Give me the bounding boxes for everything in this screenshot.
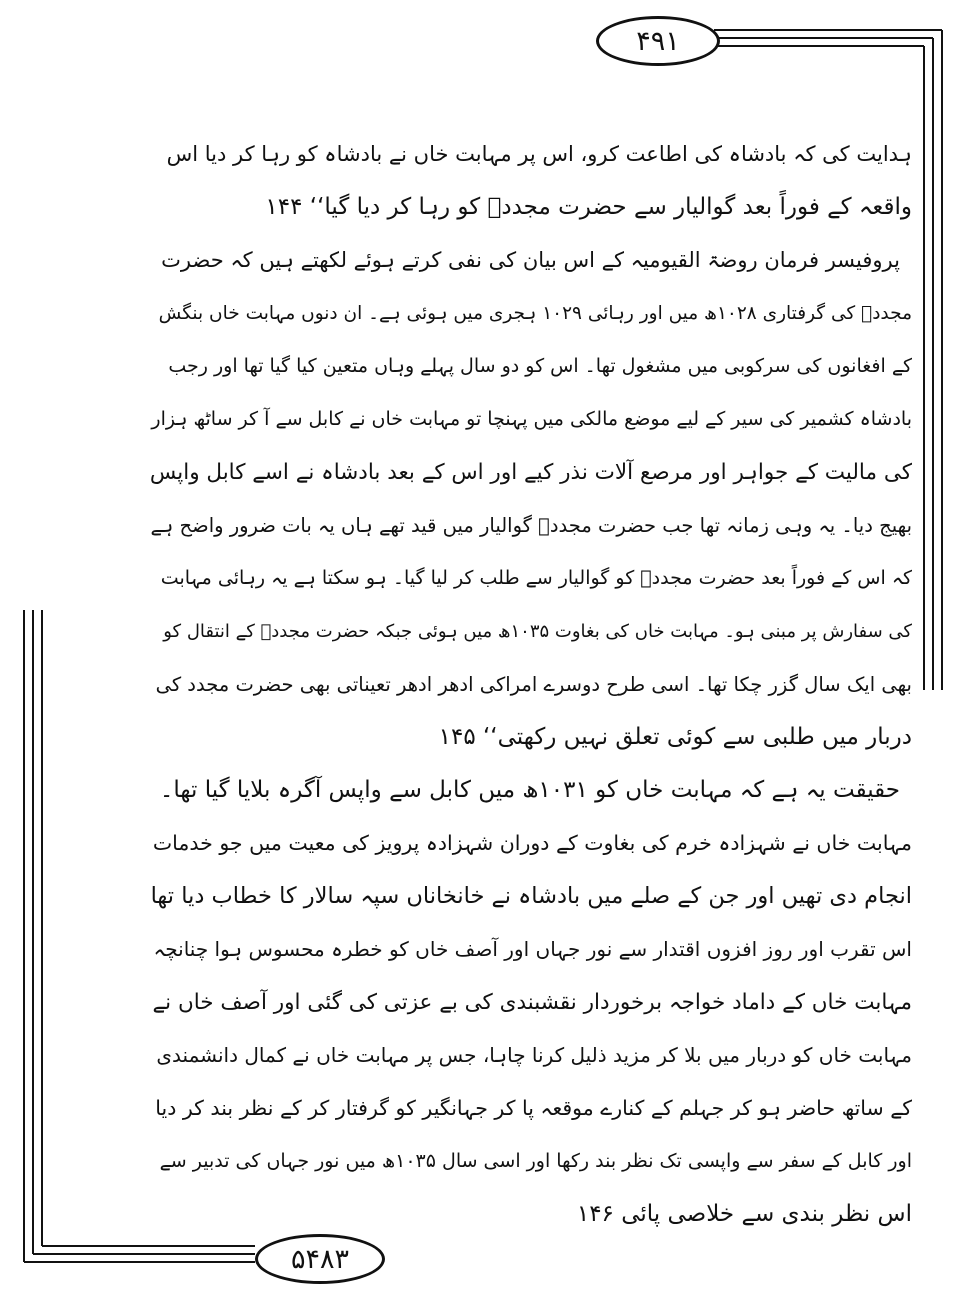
text-line: مہابت خاں نے شہزادہ خرم کی بغاوت کے دوران شہزادہ پرویز کی معیت میں جو خدمات xyxy=(152,831,912,855)
text-line: کہ اس کے فوراً بعد حضرت مجددؒ کو گوالیار سے طلب کر لیا گیا۔ ہو سکتا ہے یہ رہائی مہابت xyxy=(160,567,912,589)
main-text xyxy=(150,128,912,1241)
text-line: واقعہ کے فوراً بعد گوالیار سے حضرت مجددؒ کو رہا کر دیا گیا‘‘ ۱۴۴ xyxy=(265,194,912,220)
bottom-page-number: ۵۴۸۳ xyxy=(255,1234,385,1284)
text-line: کے ساتھ حاضر ہو کر جہلم کے کنارے موقعہ پا کر جہانگیر کو گرفتار کر کے نظر بند کر دیا xyxy=(155,1096,912,1120)
text-line: بادشاہ کشمیر کی سیر کے لیے موضع مالکی میں پہنچا تو مہابت خاں نے کابل سے آ کر ساٹھ ہزار xyxy=(151,408,912,430)
text-line: کے افغانوں کی سرکوبی میں مشغول تھا۔ اس کو دو سال پہلے وہاں متعین کیا گیا تھا اور رجب xyxy=(168,355,912,377)
text-line: بھیج دیا۔ یہ وہی زمانہ تھا جب حضرت مجددؒ گوالیار میں قید تھے ہاں یہ بات ضرور واضح ہے xyxy=(150,514,912,537)
text-line: کی سفارش پر مبنی ہو۔ مہابت خاں کی بغاوت ۱۰۳۵ھ میں ہوئی جبکہ حضرت مجددؒ کے انتقال کو xyxy=(163,621,912,642)
text-line: دربار میں طلبی سے کوئی تعلق نہیں رکھتی‘‘ ۱۴۵ xyxy=(438,724,912,750)
text-line: اس نظر بندی سے خلاصی پائی ۱۴۶ xyxy=(576,1201,912,1227)
text-line: بھی ایک سال گزر چکا تھا۔ اسی طرح دوسرے امراکی ادھر ادھر تعیناتی بھی حضرت مجدد کی xyxy=(155,673,912,696)
text-line: پروفیسر فرمان روضۃ القیومیہ کے اس بیان کی نفی کرتے ہوئے لکھتے ہیں کہ حضرت xyxy=(161,248,900,272)
text-line: حقیقت یہ ہے کہ مہابت خاں کو ۱۰۳۱ھ میں کابل سے واپس آگرہ بلایا گیا تھا۔ xyxy=(159,777,900,803)
text-line: انجام دی تھیں اور جن کے صلے میں بادشاہ نے خانخاناں سپہ سالار کا خطاب دیا تھا xyxy=(150,883,912,909)
text-line: مجددؒ کی گرفتاری ۱۰۲۸ھ میں اور رہائی ۱۰۲۹ ہجری میں ہوئی ہے۔ ان دنوں مہابت خاں بنگش xyxy=(158,303,912,324)
text-line: کی مالیت کے جواہر اور مرصع آلات نذر کیے اور اس کے بعد بادشاہ نے اسے کابل واپس xyxy=(150,460,912,485)
text-line: مہابت خاں کے داماد خواجہ برخوردار نقشبندی کی بے عزتی کی گئی اور آصف خاں نے xyxy=(152,990,912,1015)
text-line: ہدایت کی کہ بادشاہ کی اطاعت کرو، اس پر مہابت خاں نے بادشاہ کو رہا کر دیا اس xyxy=(166,142,912,166)
text-line: مہابت خاں کو دربار میں بلا کر مزید ذلیل کرنا چاہا، جس پر مہابت خاں نے کمال دانشمندی xyxy=(156,1043,912,1067)
text-line: اور کابل کے سفر سے واپسی تک نظر بند رکھا اور اسی سال ۱۰۳۵ھ میں نور جہاں کی تدبیر سے xyxy=(159,1150,912,1172)
text-line: اس تقرب اور روز افزوں اقتدار سے نور جہاں اور آصف خاں کو خطرہ محسوس ہوا چنانچہ xyxy=(153,937,912,961)
top-page-number: ۴۹۱ xyxy=(596,16,720,66)
